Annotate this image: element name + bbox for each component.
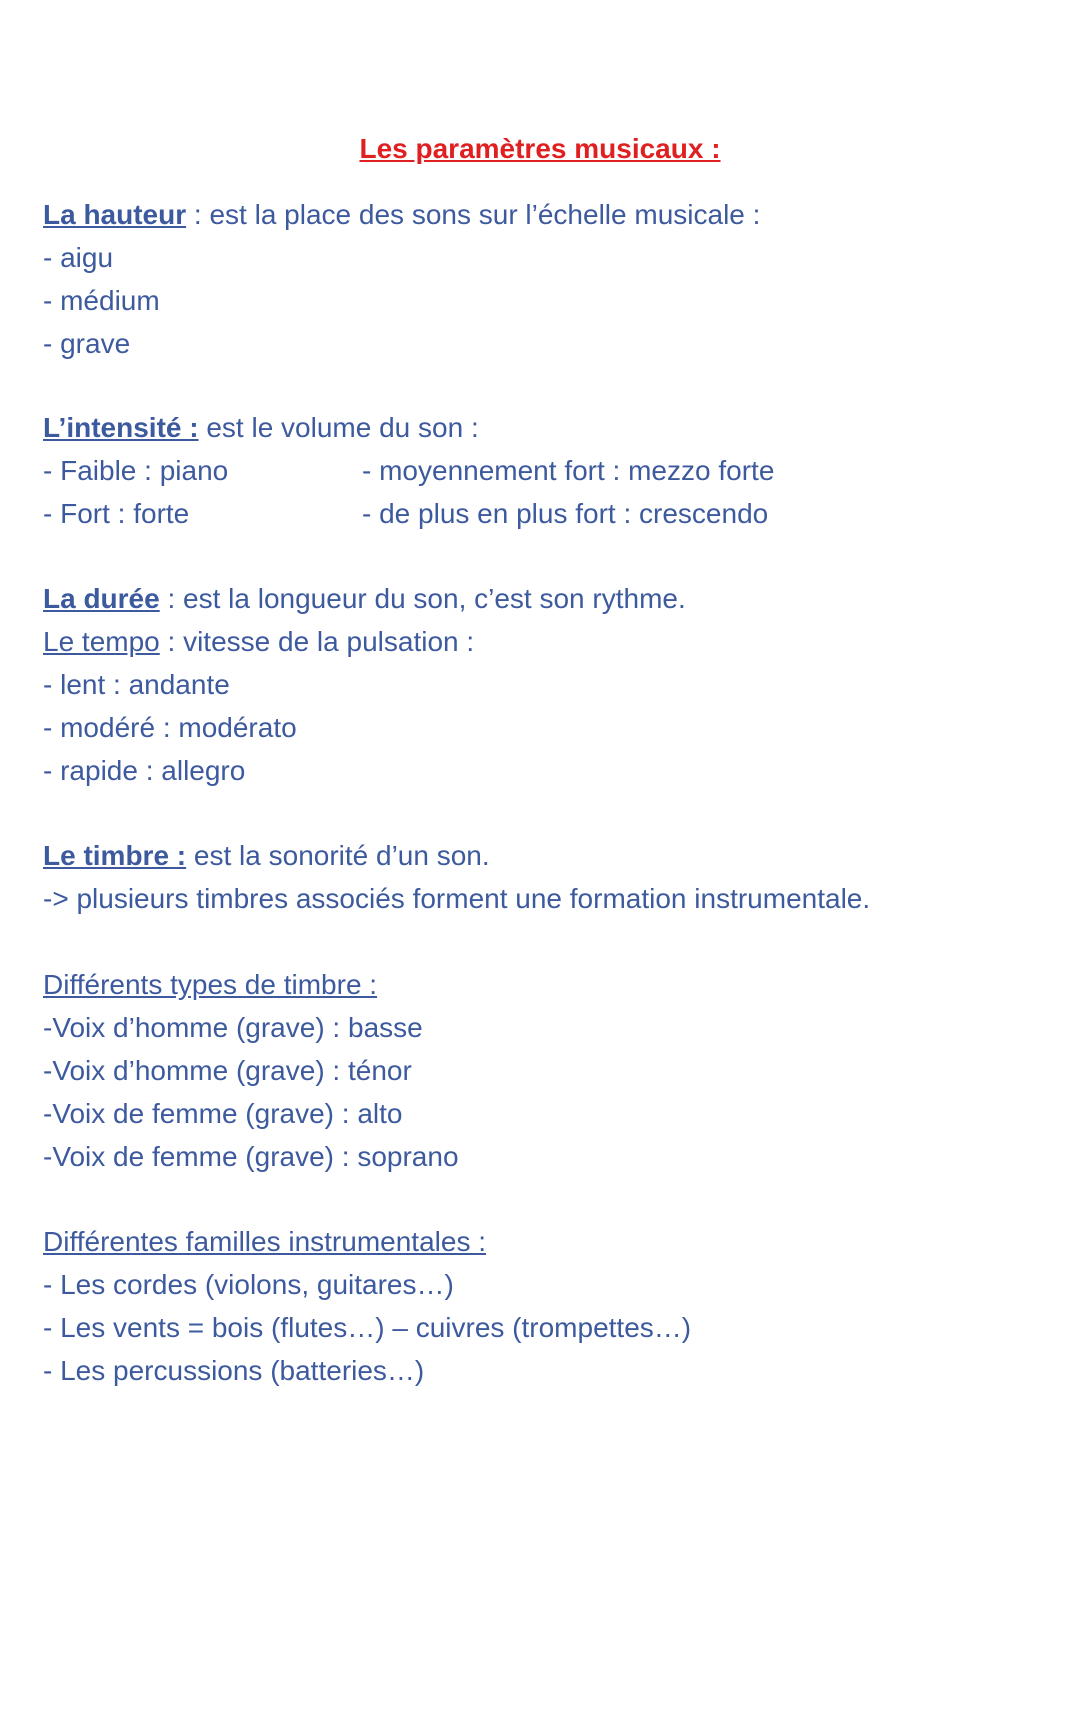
timbre-item-soprano: -Voix de femme (grave) : soprano <box>43 1141 459 1172</box>
tempo-item-allegro: - rapide : allegro <box>43 755 246 786</box>
intensite-item-fort: - Fort : forte <box>43 498 190 529</box>
duree-definition-line <box>43 581 686 617</box>
familles-heading: Différentes familles instrumentales : <box>43 1226 486 1257</box>
tempo-item-moderato: - modéré : modérato <box>43 712 297 743</box>
famille-item-cordes: - Les cordes (violons, guitares…) <box>43 1269 454 1300</box>
hauteur-item-medium: - médium <box>43 285 160 316</box>
timbre-item-basse: -Voix d’homme (grave) : basse <box>43 1012 423 1043</box>
timbre-definition-line <box>43 838 490 874</box>
intensite-item-faible: - Faible : piano <box>43 455 229 486</box>
intensite-definition-line <box>43 410 479 446</box>
famille-item-vents: - Les vents = bois (flutes…) – cuivres (trompettes…) <box>43 1312 692 1343</box>
timbre-term: Le timbre : <box>43 840 187 871</box>
timbre-note: -> plusieurs timbres associés forment une formation instrumentale. <box>43 883 871 914</box>
hauteur-definition-line <box>43 197 760 233</box>
hauteur-term: La hauteur <box>43 199 187 230</box>
tempo-definition: : vitesse de la pulsation : <box>159 626 475 657</box>
intensite-definition: est le volume du son : <box>198 412 479 443</box>
tempo-term: Le tempo <box>43 626 160 657</box>
tempo-item-andante: - lent : andante <box>43 669 230 700</box>
intensite-term: L’intensité : <box>43 412 199 443</box>
timbre-item-alto: -Voix de femme (grave) : alto <box>43 1098 403 1129</box>
timbre-definition: est la sonorité d’un son. <box>186 840 490 871</box>
timbre-item-tenor: -Voix d’homme (grave) : ténor <box>43 1055 412 1086</box>
intensite-item-mezzo-forte: - moyennement fort : mezzo forte <box>362 455 775 486</box>
hauteur-item-aigu: - aigu <box>43 242 114 273</box>
hauteur-definition: : est la place des sons sur l’échelle musicale : <box>186 199 761 230</box>
duree-definition: : est la longueur du son, c’est son rythme. <box>159 583 686 614</box>
intensite-item-crescendo: - de plus en plus fort : crescendo <box>362 498 769 529</box>
hauteur-item-grave: - grave <box>43 328 131 359</box>
types-timbre-heading: Différents types de timbre : <box>43 969 378 1000</box>
duree-term: La durée <box>43 583 160 614</box>
tempo-definition-line <box>43 624 474 660</box>
famille-item-percussions: - Les percussions (batteries…) <box>43 1355 425 1386</box>
page-title: Les paramètres musicaux : <box>359 133 721 164</box>
